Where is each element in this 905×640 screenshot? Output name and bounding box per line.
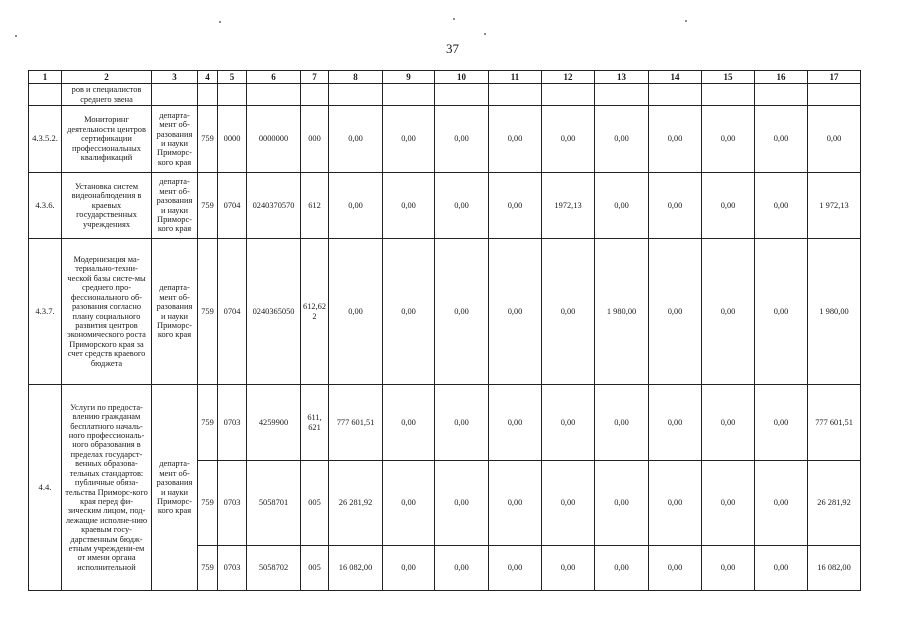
cell: 0,00	[435, 385, 489, 461]
cell: 0,00	[489, 546, 542, 591]
row-name: Модернизация ма-териально-техни-ческой базы систе-мы среднего про-фессионального об-разования согласно плану социального развития центров экономического роста Приморского края за счет средств краевого бюджета	[62, 239, 152, 385]
column-header: 13	[595, 71, 649, 84]
cell: 0,00	[755, 385, 808, 461]
cell: 5058701	[247, 461, 301, 546]
cell: 26 281,92	[329, 461, 383, 546]
cell: 26 281,92	[808, 461, 861, 546]
table-row	[29, 173, 861, 239]
cell: 0,00	[595, 173, 649, 239]
cell: 0,00	[542, 546, 595, 591]
row-number: 4.3.5.2.	[29, 106, 62, 173]
column-header: 3	[152, 71, 198, 84]
cell: 0,00	[755, 239, 808, 385]
cell: 0,00	[649, 173, 702, 239]
column-header: 15	[702, 71, 755, 84]
column-header: 17	[808, 71, 861, 84]
cell: 0000000	[247, 106, 301, 173]
column-header: 4	[198, 71, 218, 84]
row-number: 4.3.6.	[29, 173, 62, 239]
table-row	[29, 385, 861, 461]
column-header: 10	[435, 71, 489, 84]
row-name: ров и специалистов среднего звена	[62, 84, 152, 106]
cell	[649, 84, 702, 106]
row-department: департа-мент об-разования и науки Приморс-кого края	[152, 385, 198, 591]
cell	[329, 84, 383, 106]
column-header: 8	[329, 71, 383, 84]
cell: 759	[198, 173, 218, 239]
cell: 0,00	[489, 239, 542, 385]
column-header: 9	[383, 71, 435, 84]
column-header: 5	[218, 71, 247, 84]
cell: 0,00	[808, 106, 861, 173]
cell: 0,00	[649, 461, 702, 546]
cell: 611, 621	[301, 385, 329, 461]
column-header: 14	[649, 71, 702, 84]
row-number	[29, 84, 62, 106]
page-number: 37	[446, 41, 459, 56]
cell	[198, 84, 218, 106]
cell: 0,00	[435, 106, 489, 173]
cell	[247, 84, 301, 106]
cell: 4259900	[247, 385, 301, 461]
cell: 0,00	[542, 239, 595, 385]
column-header: 16	[755, 71, 808, 84]
cell: 0,00	[702, 546, 755, 591]
cell	[301, 84, 329, 106]
cell	[595, 84, 649, 106]
cell: 0,00	[329, 173, 383, 239]
budget-table	[28, 70, 861, 591]
cell: 0240370570	[247, 173, 301, 239]
scan-speck	[15, 35, 17, 37]
cell: 0,00	[649, 546, 702, 591]
cell: 0,00	[542, 461, 595, 546]
cell: 0703	[218, 385, 247, 461]
cell: 1972,13	[542, 173, 595, 239]
cell: 0,00	[489, 106, 542, 173]
cell: 759	[198, 385, 218, 461]
cell: 1 972,13	[808, 173, 861, 239]
table-row	[29, 239, 861, 385]
cell: 777 601,51	[329, 385, 383, 461]
column-header: 6	[247, 71, 301, 84]
cell: 0,00	[435, 173, 489, 239]
cell: 0,00	[755, 106, 808, 173]
cell: 0,00	[595, 546, 649, 591]
cell: 0,00	[329, 106, 383, 173]
cell: 0,00	[383, 546, 435, 591]
cell: 0,00	[435, 546, 489, 591]
cell: 0000	[218, 106, 247, 173]
row-department	[152, 84, 198, 106]
cell: 0,00	[702, 385, 755, 461]
cell	[808, 84, 861, 106]
row-department: департа-мент об-разования и науки Приморс-кого края	[152, 239, 198, 385]
cell: 0,00	[329, 239, 383, 385]
cell: 0,00	[702, 173, 755, 239]
cell: 0,00	[383, 106, 435, 173]
row-number: 4.3.7.	[29, 239, 62, 385]
cell: 612	[301, 173, 329, 239]
row-department: департа-мент об-разования и науки Приморс-кого края	[152, 106, 198, 173]
cell: 0,00	[383, 461, 435, 546]
cell: 0703	[218, 546, 247, 591]
cell: 0,00	[649, 385, 702, 461]
cell	[383, 84, 435, 106]
cell: 0,00	[755, 546, 808, 591]
cell: 759	[198, 461, 218, 546]
scan-speck	[219, 21, 221, 23]
cell	[489, 84, 542, 106]
row-name: Услуги по предоста-влению гражданам бесплатного началь-ного профессиональ-ного образования в пределах государст-венных образова-тельных стандартов: публичные обяза-тельства Приморс-кого края перед фи-зическим лицом, под-лежащие исполне-нию краевым госу-дарственным бюдж-етным учреждени-ем от имени органа исполнительной	[62, 385, 152, 591]
column-header: 7	[301, 71, 329, 84]
cell: 0,00	[435, 239, 489, 385]
cell: 0,00	[489, 385, 542, 461]
cell	[702, 84, 755, 106]
cell: 0,00	[755, 173, 808, 239]
cell	[542, 84, 595, 106]
row-number: 4.4.	[29, 385, 62, 591]
cell: 16 082,00	[329, 546, 383, 591]
cell: 0,00	[702, 461, 755, 546]
cell: 0,00	[595, 106, 649, 173]
column-header: 12	[542, 71, 595, 84]
cell: 0,00	[649, 106, 702, 173]
table-row	[29, 84, 861, 106]
cell	[435, 84, 489, 106]
cell: 759	[198, 546, 218, 591]
cell: 5058702	[247, 546, 301, 591]
cell: 0,00	[542, 385, 595, 461]
row-department: департа-мент об-разования и науки Приморс-кого края	[152, 173, 198, 239]
cell: 005	[301, 461, 329, 546]
row-name: Мониторинг деятельности центров сертификации профессиональных квалификаций	[62, 106, 152, 173]
row-name: Установка систем видеонаблюдения в краевых государственных учреждениях	[62, 173, 152, 239]
cell: 759	[198, 239, 218, 385]
table-row	[29, 106, 861, 173]
cell: 0703	[218, 461, 247, 546]
cell: 1 980,00	[808, 239, 861, 385]
scan-speck	[685, 20, 687, 22]
cell	[218, 84, 247, 106]
column-header: 11	[489, 71, 542, 84]
cell: 0,00	[755, 461, 808, 546]
cell: 0,00	[702, 106, 755, 173]
cell: 759	[198, 106, 218, 173]
cell: 005	[301, 546, 329, 591]
cell: 1 980,00	[595, 239, 649, 385]
cell: 0,00	[595, 385, 649, 461]
cell	[755, 84, 808, 106]
cell: 777 601,51	[808, 385, 861, 461]
cell: 0,00	[383, 239, 435, 385]
scan-speck	[484, 33, 486, 35]
cell: 0,00	[489, 173, 542, 239]
cell: 000	[301, 106, 329, 173]
cell: 0240365050	[247, 239, 301, 385]
cell: 0,00	[649, 239, 702, 385]
cell: 16 082,00	[808, 546, 861, 591]
cell: 0,00	[702, 239, 755, 385]
scan-speck	[453, 18, 455, 20]
column-header: 2	[62, 71, 152, 84]
cell: 0704	[218, 239, 247, 385]
column-header: 1	[29, 71, 62, 84]
cell: 0,00	[489, 461, 542, 546]
cell: 0,00	[383, 385, 435, 461]
cell: 0,00	[383, 173, 435, 239]
cell: 0,00	[542, 106, 595, 173]
cell: 0704	[218, 173, 247, 239]
cell: 0,00	[595, 461, 649, 546]
cell: 0,00	[435, 461, 489, 546]
cell: 612,62 2	[301, 239, 329, 385]
header-row	[29, 71, 861, 84]
